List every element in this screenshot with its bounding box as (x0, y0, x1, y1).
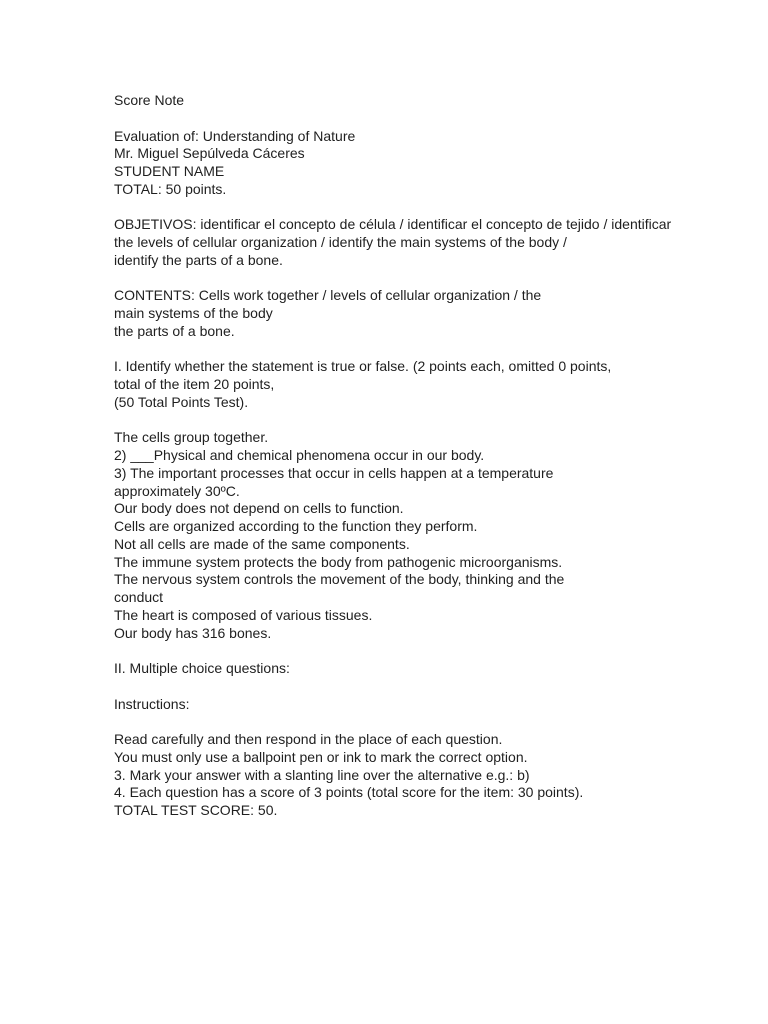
section-true-false (114, 358, 734, 642)
statement-line: The cells group together. (114, 429, 269, 446)
objectives-line: the levels of cellular organization / identify the main systems of the body / (114, 234, 567, 250)
statement-line: The immune system protects the body from pathogenic microorganisms. (114, 553, 563, 570)
student-name-label: STUDENT NAME (114, 163, 225, 179)
document-title: Score Note (114, 92, 185, 108)
spacer (114, 270, 734, 288)
contents-block (114, 287, 734, 340)
spacer (114, 412, 734, 430)
contents-line: CONTENTS: Cells work together / levels of cellular organization / the (114, 287, 542, 304)
objectives-block (114, 216, 734, 269)
instruction-line: 3. Mark your answer with a slanting line over the alternative e.g.: b) (114, 766, 530, 783)
teacher-name: Mr. Miguel Sepúlveda Cáceres (114, 145, 305, 162)
document-page (114, 92, 734, 820)
contents-line: the parts of a bone. (114, 322, 235, 339)
statement-line: 3) The important processes that occur in cells happen at a temperature (114, 464, 554, 481)
spacer (114, 341, 734, 359)
spacer (114, 713, 734, 731)
section-multiple-choice (114, 660, 734, 820)
spacer (114, 199, 734, 217)
statement-line: Our body has 316 bones. (114, 624, 272, 641)
contents-line: main systems of the body (114, 305, 273, 321)
instruction-line: TOTAL TEST SCORE: 50. (114, 802, 278, 818)
statement-line: 2) ___Physical and chemical phenomena occur in our body. (114, 447, 485, 463)
section-heading-line: total of the item 20 points, (114, 376, 275, 392)
spacer (114, 110, 734, 128)
spacer (114, 678, 734, 696)
section-heading-line: (50 Total Points Test). (114, 393, 249, 410)
evaluation-subject: Evaluation of: Understanding of Nature (114, 127, 356, 144)
instructions-label: Instructions: (114, 695, 190, 712)
spacer (114, 642, 734, 660)
statement-line: Our body does not depend on cells to function. (114, 500, 404, 517)
instruction-line: Read carefully and then respond in the place of each question. (114, 731, 503, 747)
statement-line: Not all cells are made of the same components. (114, 535, 410, 552)
instruction-line: You must only use a ballpoint pen or ink to mark the correct option. (114, 748, 528, 765)
statement-line: Cells are organized according to the function they perform. (114, 518, 478, 534)
total-points: TOTAL: 50 points. (114, 180, 227, 197)
instruction-line: 4. Each question has a score of 3 points (total score for the item: 30 points). (114, 784, 584, 801)
statement-line: The heart is composed of various tissues. (114, 606, 373, 623)
section-heading-line: I. Identify whether the statement is true or false. (2 points each, omitted 0 points, (114, 358, 612, 375)
objectives-line: identify the parts of a bone. (114, 251, 283, 268)
statement-line: approximately 30ºC. (114, 482, 240, 499)
statement-line: The nervous system controls the movement of the body, thinking and the (114, 571, 565, 588)
objectives-line: OBJETIVOS: identificar el concepto de célula / identificar el concepto de tejido / identificar (114, 216, 672, 233)
section-heading: II. Multiple choice questions: (114, 660, 290, 676)
statement-line: conduct (114, 589, 164, 605)
